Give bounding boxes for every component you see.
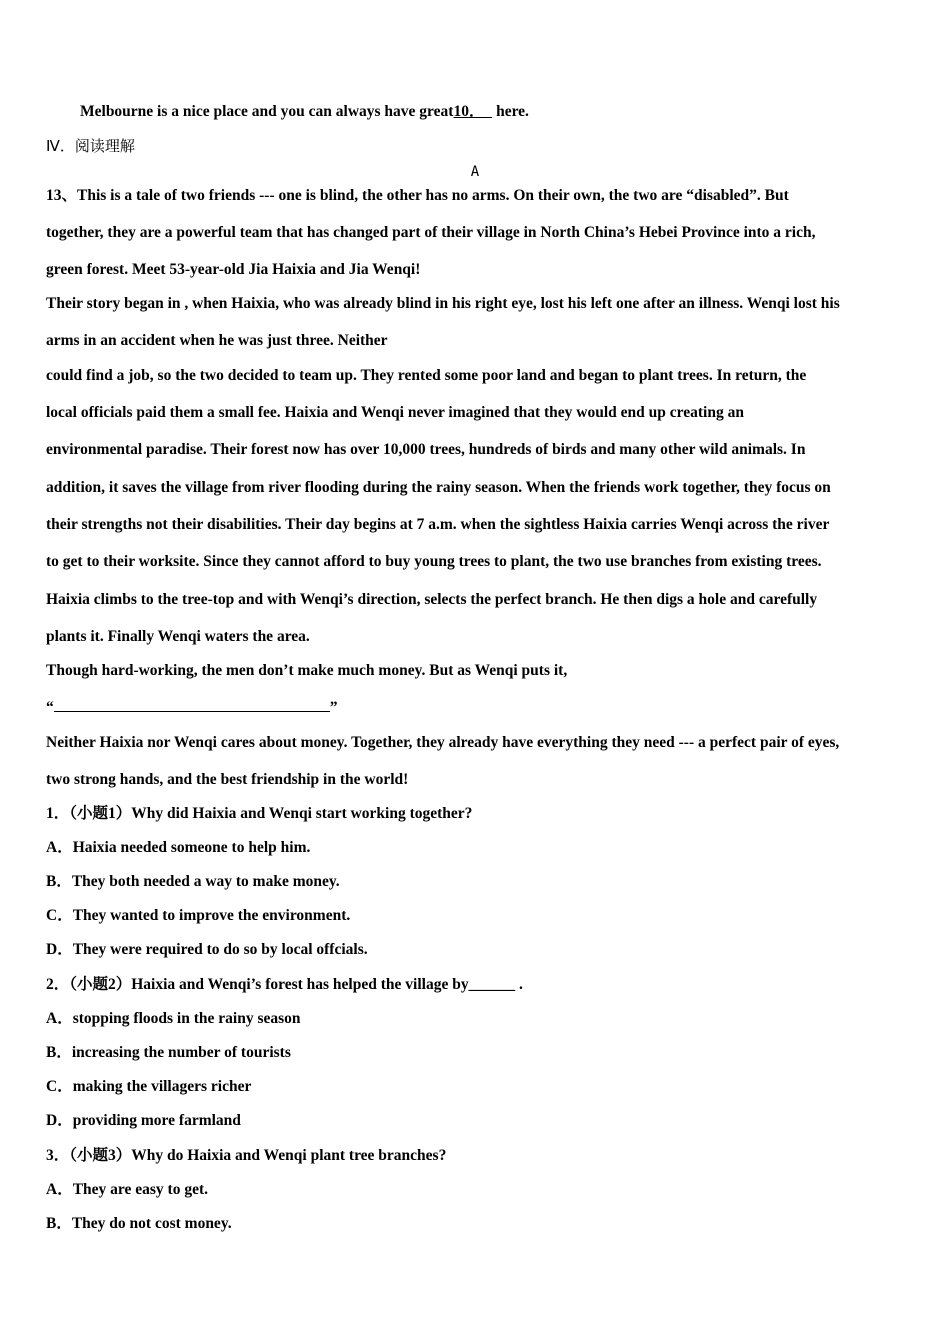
question-stem: 3．（小题3）Why do Haixia and Wenqi plant tree branches?: [46, 1147, 447, 1164]
passage-line: 13、This is a tale of two friends --- one is blind, the other has no arms. On their own, the two are “disabled”. But: [46, 187, 789, 204]
passage-line: Their story began in , when Haixia, who was already blind in his right eye, lost his left one after an illness. Wenqi lost his: [46, 295, 840, 312]
passage-line: Neither Haixia nor Wenqi cares about money. Together, they already have everything they need --- a perfect pair of eyes,: [46, 734, 840, 751]
fill-in-text-after: here.: [492, 103, 529, 120]
section-heading: Ⅳ．阅读理解: [46, 137, 135, 155]
fill-in-text-before: Melbourne is a nice place and you can always have great: [80, 103, 454, 120]
answer-option: B．They both needed a way to make money.: [46, 873, 340, 890]
passage-label: A: [470, 164, 480, 180]
passage-line: to get to their worksite. Since they cannot afford to buy young trees to plant, the two use branches from existing trees.: [46, 553, 822, 570]
fill-in-line: [80, 102, 950, 122]
passage-line: Haixia climbs to the tree-top and with Wenqi’s direction, selects the perfect branch. He then digs a hole and carefully: [46, 591, 818, 608]
passage-line: could find a job, so the two decided to team up. They rented some poor land and began to plant trees. In return, the: [46, 367, 807, 384]
question-stem: 1．（小题1）Why did Haixia and Wenqi start working together?: [46, 805, 473, 822]
fill-in-blank-number: 10．: [453, 103, 485, 120]
answer-option: B．increasing the number of tourists: [46, 1044, 291, 1061]
passage-line: addition, it saves the village from river flooding during the rainy season. When the friends work together, they focus on: [46, 479, 831, 496]
passage-line: two strong hands, and the best friendship in the world!: [46, 771, 409, 788]
quote-blank-line: [46, 697, 916, 718]
passage-line: arms in an accident when he was just three. Neither: [46, 332, 388, 349]
passage-line: plants it. Finally Wenqi waters the area.: [46, 628, 310, 645]
answer-option: A．stopping floods in the rainy season: [46, 1010, 301, 1027]
passage-line: Though hard-working, the men don’t make much money. But as Wenqi puts it,: [46, 662, 568, 679]
passage-line: their strengths not their disabilities. Their day begins at 7 a.m. when the sightless Haixia carries Wenqi across the river: [46, 516, 830, 533]
answer-option: A．Haixia needed someone to help him.: [46, 839, 311, 856]
answer-option: C．making the villagers richer: [46, 1078, 252, 1095]
answer-blank: [54, 697, 330, 712]
passage-line: environmental paradise. Their forest now has over 10,000 trees, hundreds of birds and many other wild animals. In: [46, 441, 806, 458]
answer-option: B．They do not cost money.: [46, 1215, 232, 1232]
quote-close-mark: ”: [329, 699, 338, 716]
answer-option: D．providing more farmland: [46, 1112, 241, 1129]
answer-option: A．They are easy to get.: [46, 1181, 209, 1198]
passage-line: local officials paid them a small fee. Haixia and Wenqi never imagined that they would end up creating an: [46, 404, 744, 421]
quote-open-mark: “: [46, 699, 54, 716]
question-stem: 2．（小题2）Haixia and Wenqi’s forest has helped the village by______ .: [46, 976, 523, 993]
answer-option: D．They were required to do so by local offcials.: [46, 941, 368, 958]
passage-line: green forest. Meet 53-year-old Jia Haixia and Jia Wenqi!: [46, 261, 421, 278]
answer-option: C．They wanted to improve the environment.: [46, 907, 351, 924]
passage-line: together, they are a powerful team that has changed part of their village in North China’s Hebei Province into a rich,: [46, 224, 816, 241]
